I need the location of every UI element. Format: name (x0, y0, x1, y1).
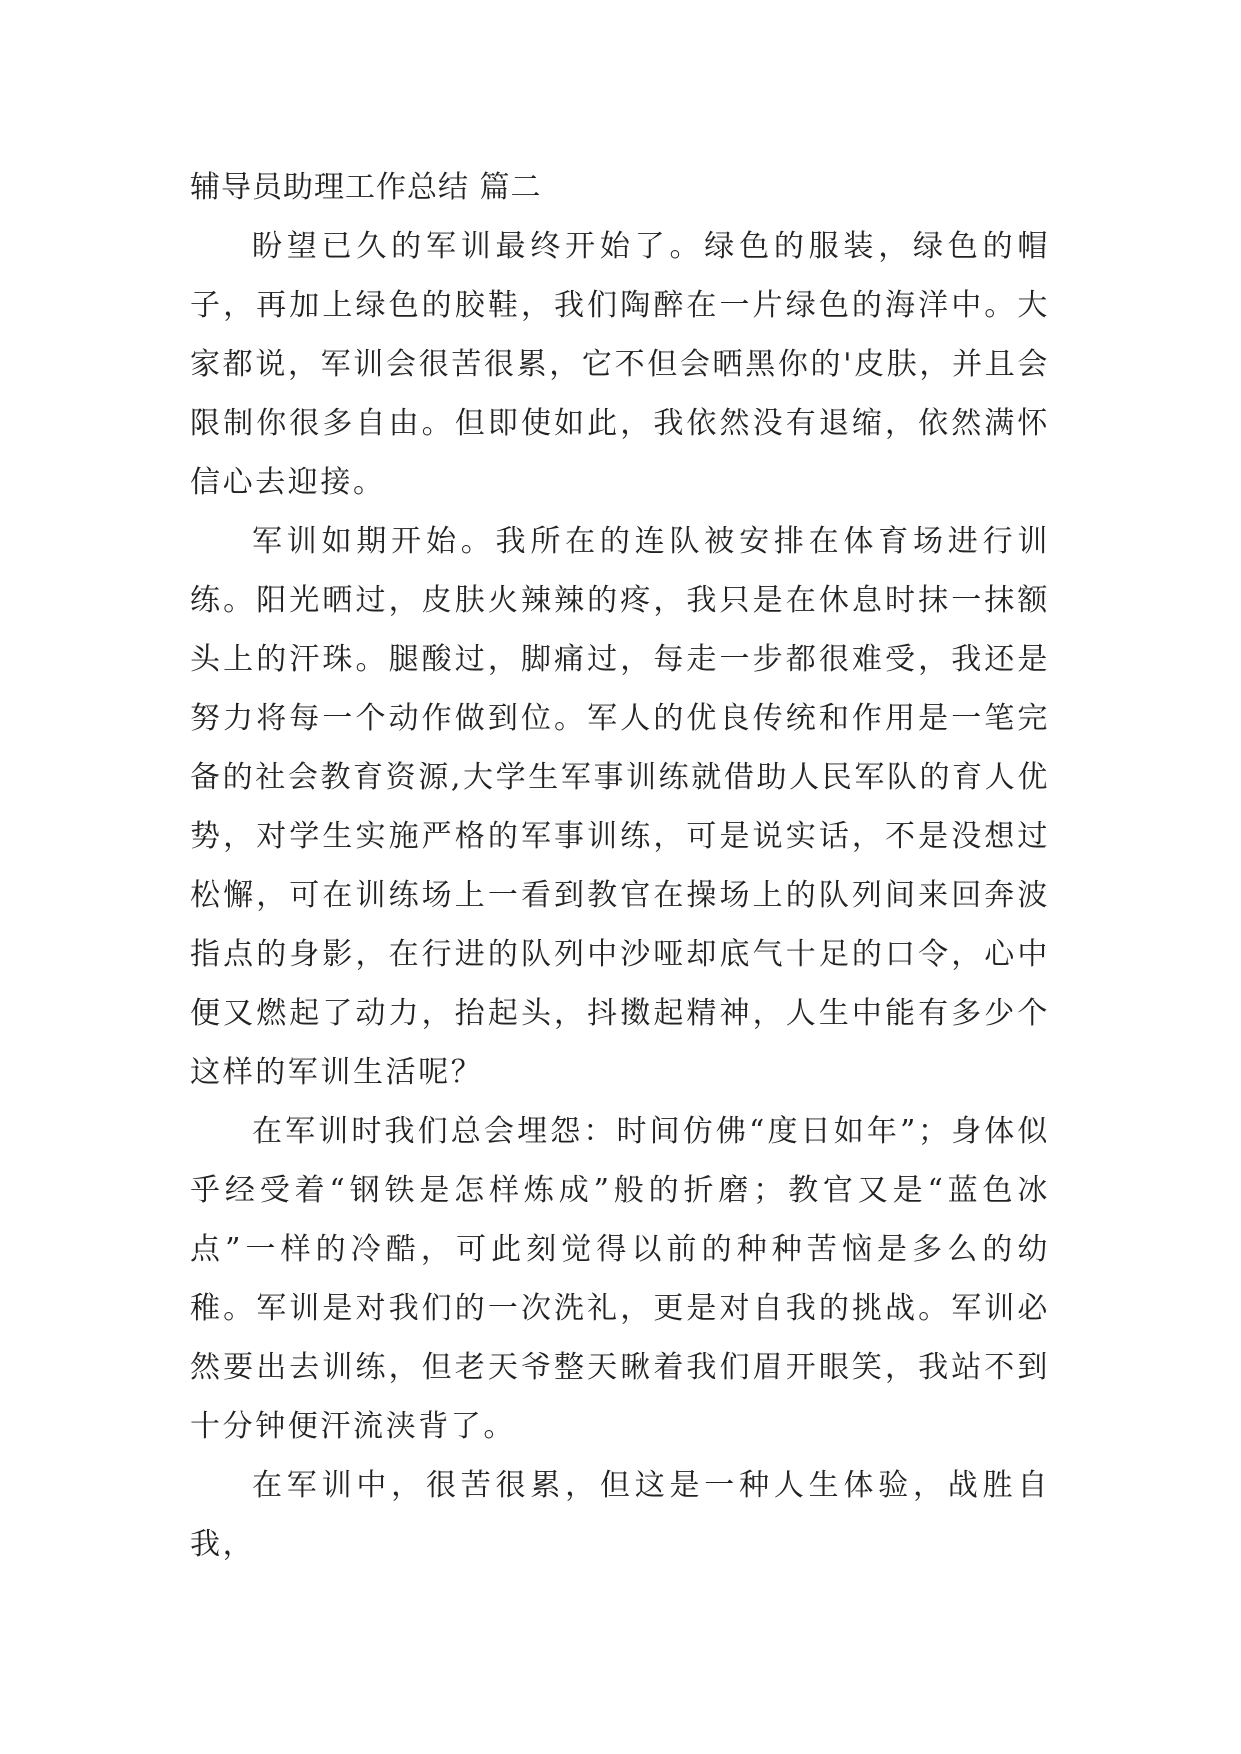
paragraph-3: 在军训时我们总会埋怨：时间仿佛“度日如年”；身体似乎经受着“钢铁是怎样炼成”般的折磨；教官又是“蓝色冰点”一样的冷酷，可此刻觉得以前的种种苦恼是多么的幼稚。军训是对我们的一次洗礼，更是对自我的挑战。军训必然要出去训练，但老天爷整天瞅着我们眉开眼笑，我站不到十分钟便汗流浃背了。 (190, 1114, 1050, 1444)
paragraph-1: 盼望已久的军训最终开始了。绿色的服装，绿色的帽子，再加上绿色的胶鞋，我们陶醉在一片绿色的海洋中。大家都说，军训会很苦很累，它不但会晒黑你的'皮肤，并且会限制你很多自由。但即使如此，我依然没有退缩，依然满怀信心去迎接。 (190, 229, 1050, 500)
paragraph-4: 在军训中，很苦很累，但这是一种人生体验，战胜自我， (190, 1468, 1050, 1562)
document-title: 辅导员助理工作总结 篇二 (190, 170, 542, 205)
paragraph-2: 军训如期开始。我所在的连队被安排在体育场进行训练。阳光晒过，皮肤火辣辣的疼，我只是在休息时抹一抹额头上的汗珠。腿酸过，脚痛过，每走一步都很难受，我还是努力将每一个动作做到位。军人的优良传统和作用是一笔完备的社会教育资源,大学生军事训练就借助人民军队的育人优势，对学生实施严格的军事训练，可是说实话，不是没想过松懈，可在训练场上一看到教官在操场上的队列间来回奔波指点的身影，在行进的队列中沙哑却底气十足的口令，心中便又燃起了动力，抬起头，抖擞起精神，人生中能有多少个这样的军训生活呢？ (190, 524, 1050, 1090)
document-body (190, 158, 1050, 1574)
